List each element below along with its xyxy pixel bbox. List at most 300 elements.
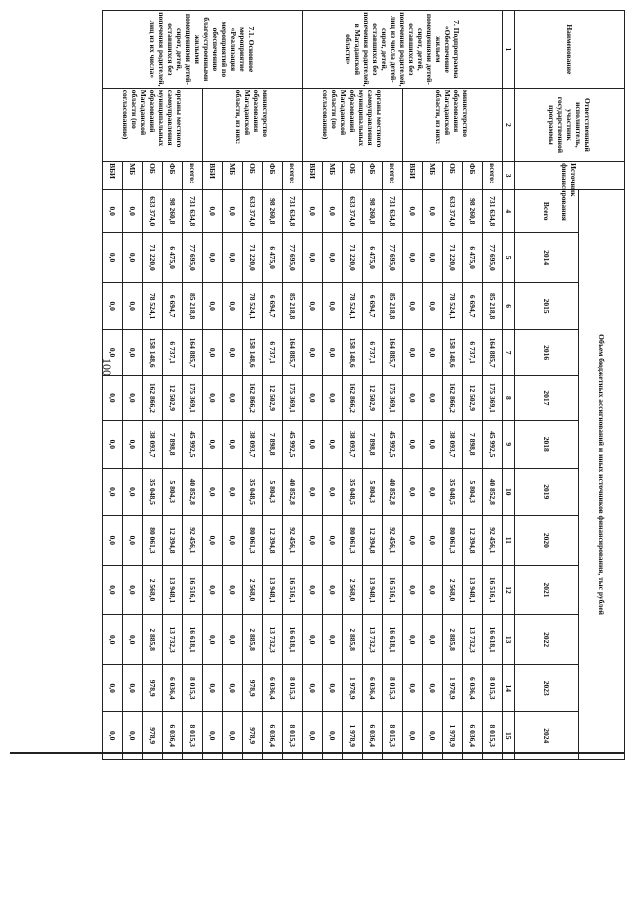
value-cell: 0,0: [403, 615, 423, 665]
value-cell: 16 618,1: [183, 615, 203, 665]
value-cell: 6 694,7: [463, 282, 483, 329]
value-cell: 0,0: [203, 375, 223, 420]
value-cell: 162 866,2: [443, 375, 463, 420]
header-year-2020: 2020: [515, 516, 579, 566]
value-cell: 1 978,9: [343, 712, 363, 760]
value-cell: 0,0: [203, 233, 223, 283]
value-cell: 0,0: [323, 712, 343, 760]
value-cell: 6 036,4: [163, 712, 183, 760]
value-cell: 0,0: [203, 421, 223, 468]
value-cell: 0,0: [303, 233, 323, 283]
value-cell: 77 695,0: [483, 233, 503, 283]
header-year-2014: 2014: [515, 233, 579, 283]
value-cell: 633 374,0: [243, 190, 263, 233]
value-cell: 6 036,4: [263, 712, 283, 760]
value-cell: 13 948,1: [163, 565, 183, 615]
value-cell: 35 048,5: [143, 468, 163, 515]
value-cell: 0,0: [123, 282, 143, 329]
header-source: Источник финансирования: [515, 162, 625, 190]
row-source: МБ: [123, 162, 143, 190]
value-cell: 0,0: [203, 615, 223, 665]
value-cell: 0,0: [223, 233, 243, 283]
value-cell: 0,0: [203, 190, 223, 233]
value-cell: 2 885,8: [243, 615, 263, 665]
value-cell: 0,0: [423, 282, 443, 329]
value-cell: 8 015,3: [183, 664, 203, 711]
row-source: ФБ: [163, 162, 183, 190]
value-cell: 6 475,0: [263, 233, 283, 283]
value-cell: 0,0: [223, 330, 243, 375]
value-cell: 40 852,8: [383, 468, 403, 515]
column-number: 9: [503, 421, 515, 468]
value-cell: 0,0: [223, 516, 243, 566]
value-cell: 40 852,8: [283, 468, 303, 515]
value-cell: 0,0: [103, 565, 123, 615]
value-cell: 16 516,1: [483, 565, 503, 615]
value-cell: 6 036,4: [363, 664, 383, 711]
value-cell: 0,0: [103, 375, 123, 420]
value-cell: 35 048,5: [343, 468, 363, 515]
value-cell: 0,0: [423, 565, 443, 615]
value-cell: 0,0: [423, 615, 443, 665]
value-cell: 0,0: [203, 330, 223, 375]
value-cell: 2 568,0: [143, 565, 163, 615]
value-cell: 0,0: [223, 664, 243, 711]
value-cell: 0,0: [403, 516, 423, 566]
value-cell: 0,0: [103, 330, 123, 375]
value-cell: 0,0: [303, 712, 323, 760]
value-cell: 6 694,7: [163, 282, 183, 329]
table-body: [103, 11, 503, 760]
value-cell: 35 048,5: [243, 468, 263, 515]
row-executor: министерство образования Магаданской области, из них:: [203, 88, 303, 161]
value-cell: 8 015,3: [483, 712, 503, 760]
value-cell: 0,0: [303, 565, 323, 615]
value-cell: 0,0: [303, 664, 323, 711]
row-source: ВБИ: [203, 162, 223, 190]
value-cell: 0,0: [103, 615, 123, 665]
value-cell: 8 015,3: [183, 712, 203, 760]
value-cell: 80 061,3: [443, 516, 463, 566]
value-cell: 164 885,7: [483, 330, 503, 375]
value-cell: 0,0: [123, 330, 143, 375]
header-year-2019: 2019: [515, 468, 579, 515]
value-cell: 6 694,7: [263, 282, 283, 329]
value-cell: 77 695,0: [383, 233, 403, 283]
row-source: МБ: [423, 162, 443, 190]
value-cell: 13 732,3: [363, 615, 383, 665]
value-cell: 175 369,1: [383, 375, 403, 420]
header-total: Всего: [515, 190, 579, 233]
value-cell: 158 148,6: [243, 330, 263, 375]
value-cell: 98 260,8: [163, 190, 183, 233]
value-cell: 6 036,4: [363, 712, 383, 760]
value-cell: 40 852,8: [183, 468, 203, 515]
value-cell: 85 218,8: [483, 282, 503, 329]
value-cell: 7 898,8: [363, 421, 383, 468]
value-cell: 98 260,8: [263, 190, 283, 233]
value-cell: 731 634,8: [483, 190, 503, 233]
value-cell: 78 524,1: [143, 282, 163, 329]
value-cell: 12 394,8: [163, 516, 183, 566]
value-cell: 13 732,3: [263, 615, 283, 665]
value-cell: 0,0: [403, 190, 423, 233]
value-cell: 13 948,1: [263, 565, 283, 615]
row-source: ОБ: [243, 162, 263, 190]
value-cell: 158 148,6: [343, 330, 363, 375]
value-cell: 164 885,7: [383, 330, 403, 375]
column-number: 11: [503, 516, 515, 566]
value-cell: 13 948,1: [363, 565, 383, 615]
value-cell: 12 394,8: [363, 516, 383, 566]
table-row: [483, 11, 503, 760]
value-cell: 5 804,3: [163, 468, 183, 515]
column-number: 2: [503, 88, 515, 161]
value-cell: 0,0: [123, 468, 143, 515]
budget-table: [102, 10, 625, 760]
value-cell: 2 568,0: [243, 565, 263, 615]
value-cell: 0,0: [103, 468, 123, 515]
value-cell: 0,0: [223, 468, 243, 515]
value-cell: 1 978,9: [443, 664, 463, 711]
value-cell: 0,0: [223, 282, 243, 329]
value-cell: 0,0: [203, 468, 223, 515]
value-cell: 1 978,9: [343, 664, 363, 711]
value-cell: 0,0: [423, 375, 443, 420]
value-cell: 162 866,2: [343, 375, 363, 420]
value-cell: 0,0: [323, 330, 343, 375]
value-cell: 0,0: [103, 190, 123, 233]
value-cell: 162 866,2: [243, 375, 263, 420]
column-number: 5: [503, 233, 515, 283]
value-cell: 6 737,1: [363, 330, 383, 375]
value-cell: 0,0: [423, 190, 443, 233]
header-year-2022: 2022: [515, 615, 579, 665]
value-cell: 45 992,5: [483, 421, 503, 468]
value-cell: 0,0: [223, 615, 243, 665]
header-year-2021: 2021: [515, 565, 579, 615]
row-name: 7. Подпрограмма «Обеспечение жильем помещениями детей-сирот, детей, оставшихся без попечения родителей, лиц из числа детей-сирот, детей, оставшихся без попечения родителей, в Магаданской области»: [303, 11, 503, 89]
value-cell: 0,0: [303, 282, 323, 329]
value-cell: 71 220,0: [443, 233, 463, 283]
value-cell: 2 568,0: [343, 565, 363, 615]
value-cell: 92 456,1: [383, 516, 403, 566]
table-row: [183, 11, 203, 760]
row-source: МБ: [323, 162, 343, 190]
header-year-2015: 2015: [515, 282, 579, 329]
value-cell: 85 218,8: [383, 282, 403, 329]
value-cell: 0,0: [123, 615, 143, 665]
row-source: всего:: [383, 162, 403, 190]
value-cell: 0,0: [203, 712, 223, 760]
value-cell: 0,0: [403, 468, 423, 515]
value-cell: 0,0: [423, 468, 443, 515]
value-cell: 85 218,8: [183, 282, 203, 329]
value-cell: 6 737,1: [263, 330, 283, 375]
value-cell: 13 732,3: [163, 615, 183, 665]
value-cell: 38 093,7: [243, 421, 263, 468]
value-cell: 0,0: [323, 375, 343, 420]
column-number: 12: [503, 565, 515, 615]
value-cell: 0,0: [123, 712, 143, 760]
value-cell: 0,0: [403, 565, 423, 615]
value-cell: 0,0: [123, 664, 143, 711]
value-cell: 16 516,1: [383, 565, 403, 615]
value-cell: 6 036,4: [463, 712, 483, 760]
header-funding-title: Объем бюджетных ассигнований и иных источников финансирования, тыс рублей: [579, 190, 625, 760]
value-cell: 0,0: [403, 233, 423, 283]
value-cell: 0,0: [103, 233, 123, 283]
value-cell: 12 502,9: [263, 375, 283, 420]
value-cell: 6 036,4: [463, 664, 483, 711]
row-source: всего:: [183, 162, 203, 190]
value-cell: 0,0: [303, 330, 323, 375]
value-cell: 45 992,5: [183, 421, 203, 468]
table-row: [383, 11, 403, 760]
value-cell: 12 394,8: [463, 516, 483, 566]
row-executor: органы местного самоуправления муниципальных образований Магаданской области (по согласованию): [103, 88, 203, 161]
value-cell: 6 694,7: [363, 282, 383, 329]
value-cell: 8 015,3: [283, 712, 303, 760]
value-cell: 0,0: [323, 233, 343, 283]
value-cell: 0,0: [123, 375, 143, 420]
value-cell: 45 992,5: [383, 421, 403, 468]
row-source: ОБ: [343, 162, 363, 190]
value-cell: 78 524,1: [343, 282, 363, 329]
value-cell: 0,0: [403, 282, 423, 329]
value-cell: 5 804,3: [363, 468, 383, 515]
value-cell: 71 220,0: [143, 233, 163, 283]
value-cell: 0,0: [423, 516, 443, 566]
row-source: ФБ: [263, 162, 283, 190]
value-cell: 0,0: [403, 375, 423, 420]
value-cell: 16 618,1: [383, 615, 403, 665]
value-cell: 175 369,1: [483, 375, 503, 420]
value-cell: 16 516,1: [283, 565, 303, 615]
value-cell: 158 148,6: [143, 330, 163, 375]
value-cell: 633 374,0: [443, 190, 463, 233]
value-cell: 16 618,1: [283, 615, 303, 665]
column-number: 1: [503, 11, 515, 89]
value-cell: 16 516,1: [183, 565, 203, 615]
header-name: Наименование: [515, 11, 625, 89]
row-executor: министерство образования Магаданской области, из них:: [403, 88, 503, 161]
value-cell: 0,0: [203, 516, 223, 566]
value-cell: 5 804,3: [263, 468, 283, 515]
header-year-2023: 2023: [515, 664, 579, 711]
table-row: [283, 11, 303, 760]
value-cell: 6 036,4: [263, 664, 283, 711]
value-cell: 0,0: [423, 233, 443, 283]
value-cell: 71 220,0: [343, 233, 363, 283]
value-cell: 0,0: [323, 421, 343, 468]
value-cell: 0,0: [423, 330, 443, 375]
row-source: ВБИ: [303, 162, 323, 190]
value-cell: 98 260,8: [363, 190, 383, 233]
value-cell: 6 475,0: [463, 233, 483, 283]
value-cell: 731 634,8: [183, 190, 203, 233]
value-cell: 0,0: [123, 190, 143, 233]
value-cell: 0,0: [203, 565, 223, 615]
value-cell: 38 093,7: [443, 421, 463, 468]
header-executor: Ответственный исполнитель, участник государственной программы: [515, 88, 625, 161]
value-cell: 0,0: [423, 421, 443, 468]
value-cell: 633 374,0: [343, 190, 363, 233]
value-cell: 0,0: [103, 516, 123, 566]
value-cell: 0,0: [303, 615, 323, 665]
value-cell: 0,0: [223, 565, 243, 615]
value-cell: 0,0: [203, 282, 223, 329]
value-cell: 0,0: [103, 421, 123, 468]
row-source: ВБИ: [403, 162, 423, 190]
value-cell: 0,0: [223, 712, 243, 760]
value-cell: 71 220,0: [243, 233, 263, 283]
value-cell: 38 093,7: [143, 421, 163, 468]
column-number: 8: [503, 375, 515, 420]
rotated-table-wrapper: [108, 10, 625, 760]
value-cell: 2 885,8: [343, 615, 363, 665]
footer-rule: [10, 752, 624, 754]
value-cell: 40 852,8: [483, 468, 503, 515]
value-cell: 0,0: [323, 664, 343, 711]
value-cell: 978,9: [143, 712, 163, 760]
value-cell: 158 148,6: [443, 330, 463, 375]
value-cell: 978,9: [243, 712, 263, 760]
value-cell: 0,0: [123, 565, 143, 615]
row-source: всего:: [483, 162, 503, 190]
value-cell: 16 618,1: [483, 615, 503, 665]
value-cell: 8 015,3: [283, 664, 303, 711]
row-source: ОБ: [443, 162, 463, 190]
row-source: ВБИ: [103, 162, 123, 190]
value-cell: 45 992,5: [283, 421, 303, 468]
value-cell: 6 036,4: [163, 664, 183, 711]
value-cell: 80 061,3: [343, 516, 363, 566]
value-cell: 0,0: [403, 712, 423, 760]
value-cell: 0,0: [203, 664, 223, 711]
value-cell: 0,0: [323, 282, 343, 329]
column-number: 10: [503, 468, 515, 515]
value-cell: 633 374,0: [143, 190, 163, 233]
value-cell: 164 885,7: [183, 330, 203, 375]
header-year-2017: 2017: [515, 375, 579, 420]
value-cell: 12 502,9: [363, 375, 383, 420]
value-cell: 0,0: [323, 516, 343, 566]
value-cell: 0,0: [123, 421, 143, 468]
value-cell: 12 502,9: [463, 375, 483, 420]
value-cell: 0,0: [423, 664, 443, 711]
page-number: 100: [100, 358, 114, 376]
value-cell: 0,0: [103, 664, 123, 711]
value-cell: 7 898,8: [463, 421, 483, 468]
value-cell: 0,0: [403, 664, 423, 711]
value-cell: 0,0: [403, 330, 423, 375]
value-cell: 92 456,1: [283, 516, 303, 566]
header-year-2016: 2016: [515, 330, 579, 375]
value-cell: 162 866,2: [143, 375, 163, 420]
value-cell: 6 475,0: [363, 233, 383, 283]
value-cell: 1 978,9: [443, 712, 463, 760]
value-cell: 77 695,0: [283, 233, 303, 283]
value-cell: 0,0: [303, 421, 323, 468]
header-year-2024: 2024: [515, 712, 579, 760]
value-cell: 7 898,8: [263, 421, 283, 468]
value-cell: 80 061,3: [143, 516, 163, 566]
value-cell: 0,0: [323, 615, 343, 665]
value-cell: 0,0: [423, 712, 443, 760]
value-cell: 175 369,1: [183, 375, 203, 420]
value-cell: 175 369,1: [283, 375, 303, 420]
value-cell: 0,0: [223, 190, 243, 233]
value-cell: 0,0: [123, 233, 143, 283]
value-cell: 2 568,0: [443, 565, 463, 615]
value-cell: 8 015,3: [383, 664, 403, 711]
value-cell: 38 093,7: [343, 421, 363, 468]
value-cell: 0,0: [303, 468, 323, 515]
value-cell: 92 456,1: [483, 516, 503, 566]
value-cell: 8 015,3: [383, 712, 403, 760]
column-numbers-row: [503, 11, 515, 760]
value-cell: 0,0: [323, 190, 343, 233]
value-cell: 35 048,5: [443, 468, 463, 515]
column-number: 13: [503, 615, 515, 665]
value-cell: 978,9: [243, 664, 263, 711]
value-cell: 7 898,8: [163, 421, 183, 468]
row-name: 7.1. Основное мероприятие «Реализация мероприятий по обеспечению благоустроенными жилыми помещениями детей-сирот, детей, оставшихся без попечения родителей, лиц из их числа»: [103, 11, 303, 89]
value-cell: 164 885,7: [283, 330, 303, 375]
row-source: ФБ: [363, 162, 383, 190]
value-cell: 13 948,1: [463, 565, 483, 615]
row-executor: органы местного самоуправления муниципальных образований Магаданской области (по согласованию): [303, 88, 403, 161]
value-cell: 92 456,1: [183, 516, 203, 566]
value-cell: 0,0: [303, 375, 323, 420]
value-cell: 2 885,8: [143, 615, 163, 665]
value-cell: 0,0: [103, 712, 123, 760]
value-cell: 731 634,8: [383, 190, 403, 233]
value-cell: 0,0: [323, 468, 343, 515]
row-source: ФБ: [463, 162, 483, 190]
value-cell: 12 502,9: [163, 375, 183, 420]
value-cell: 0,0: [303, 516, 323, 566]
value-cell: 8 015,3: [483, 664, 503, 711]
value-cell: 78 524,1: [443, 282, 463, 329]
row-source: всего:: [283, 162, 303, 190]
value-cell: 978,9: [143, 664, 163, 711]
value-cell: 77 695,0: [183, 233, 203, 283]
value-cell: 85 218,8: [283, 282, 303, 329]
value-cell: 98 260,8: [463, 190, 483, 233]
value-cell: 0,0: [323, 565, 343, 615]
value-cell: 5 804,3: [463, 468, 483, 515]
value-cell: 6 737,1: [163, 330, 183, 375]
value-cell: 6 737,1: [463, 330, 483, 375]
column-number: 15: [503, 712, 515, 760]
column-number: 4: [503, 190, 515, 233]
value-cell: 6 475,0: [163, 233, 183, 283]
header-year-2018: 2018: [515, 421, 579, 468]
column-number: 14: [503, 664, 515, 711]
value-cell: 78 524,1: [243, 282, 263, 329]
value-cell: 0,0: [123, 516, 143, 566]
row-source: ОБ: [143, 162, 163, 190]
value-cell: 0,0: [223, 375, 243, 420]
row-source: МБ: [223, 162, 243, 190]
value-cell: 0,0: [403, 421, 423, 468]
column-number: 3: [503, 162, 515, 190]
value-cell: 0,0: [103, 282, 123, 329]
value-cell: 2 885,8: [443, 615, 463, 665]
value-cell: 0,0: [223, 421, 243, 468]
